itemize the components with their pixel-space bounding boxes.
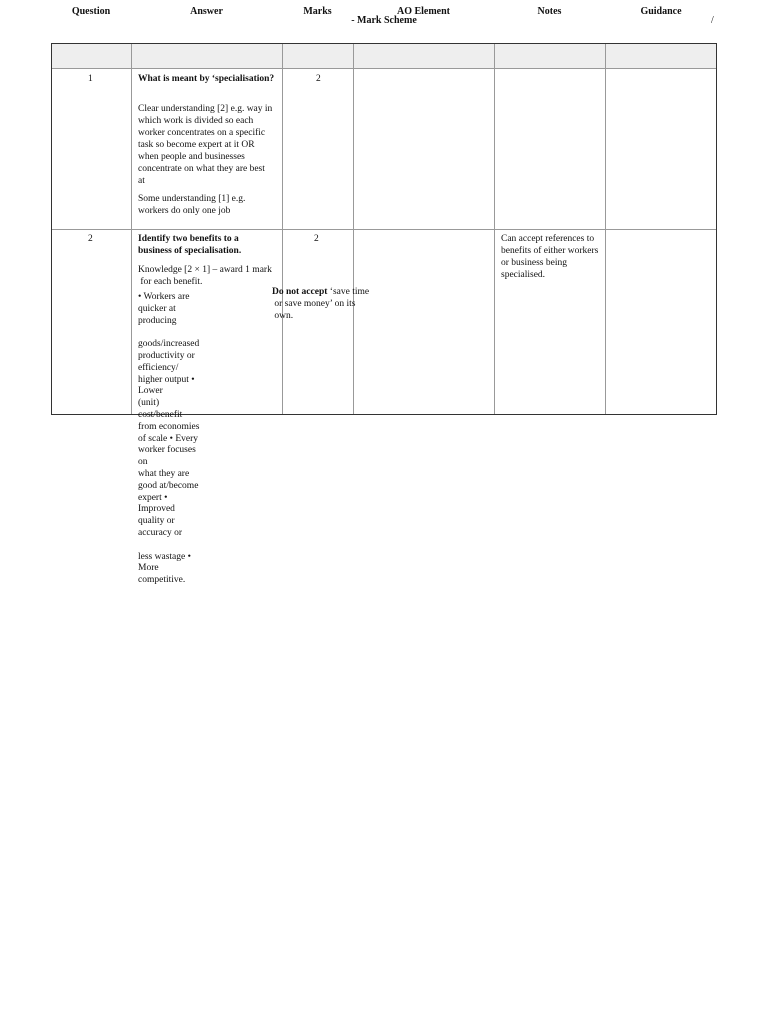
question-marks: 2 [316,74,321,84]
guidance-text: ‘save time [327,287,370,297]
question-prompt: What is meant by ‘specialisation? [138,74,275,84]
notes-line: or business being [501,258,567,268]
guidance-emphasis: Do not accept [272,287,328,297]
question-number: 1 [88,74,93,84]
column-divider [494,44,495,414]
question-number: 2 [88,234,93,244]
column-divider [605,44,606,414]
answer-line: at [138,176,145,186]
question-marks: 2 [314,234,319,244]
header-divider [52,68,716,69]
answer-line: Clear understanding [2] e.g. way in [138,104,273,114]
guidance-line: own. [272,311,294,321]
column-divider [353,44,354,414]
column-header-guidance: Guidance [640,6,682,17]
answer-line: concentrate on what they are best [138,164,265,174]
question-prompt-line: Identify two benefits to a [138,234,239,244]
table-header-background [52,44,716,68]
notes-line: Can accept references to [501,234,595,244]
answer-line: worker concentrates on a specific [138,128,266,138]
question-prompt-line: business of specialisation. [138,246,242,256]
benefits-list: • Workers are quicker at producing goods/increased productivity or efficiency/ higher output • Lower (unit) cost/benefit from economies of scale • Every worker focuses on what they are good at/become expert • Improved quality or accuracy or less wastage • More competitive. [138,292,200,586]
answer-line: which work is divided so each [138,116,254,126]
column-header-notes: Notes [537,6,562,17]
column-divider [282,44,283,414]
row-divider [52,229,716,230]
answer-line: Knowledge [2 × 1] – award 1 mark [138,265,272,275]
header-title: - Mark Scheme [351,15,417,26]
column-header-ao-element: AO Element [396,6,451,17]
guidance-line: or save money’ on its [272,299,356,309]
answer-line: workers do only one job [138,206,231,216]
answer-line: for each benefit. [138,277,203,287]
column-header-marks: Marks [303,6,332,17]
column-divider [131,44,132,414]
answer-line: Some understanding [1] e.g. [138,194,246,204]
guidance-line [272,286,369,298]
column-header-question: Question [71,6,111,17]
answer-line: task so become expert at it OR [138,140,255,150]
header-page-marker: / [711,15,714,26]
column-header-answer: Answer [190,6,223,17]
answer-line: when people and businesses [138,152,245,162]
notes-line: benefits of either workers [501,246,599,256]
notes-line: specialised. [501,270,546,280]
